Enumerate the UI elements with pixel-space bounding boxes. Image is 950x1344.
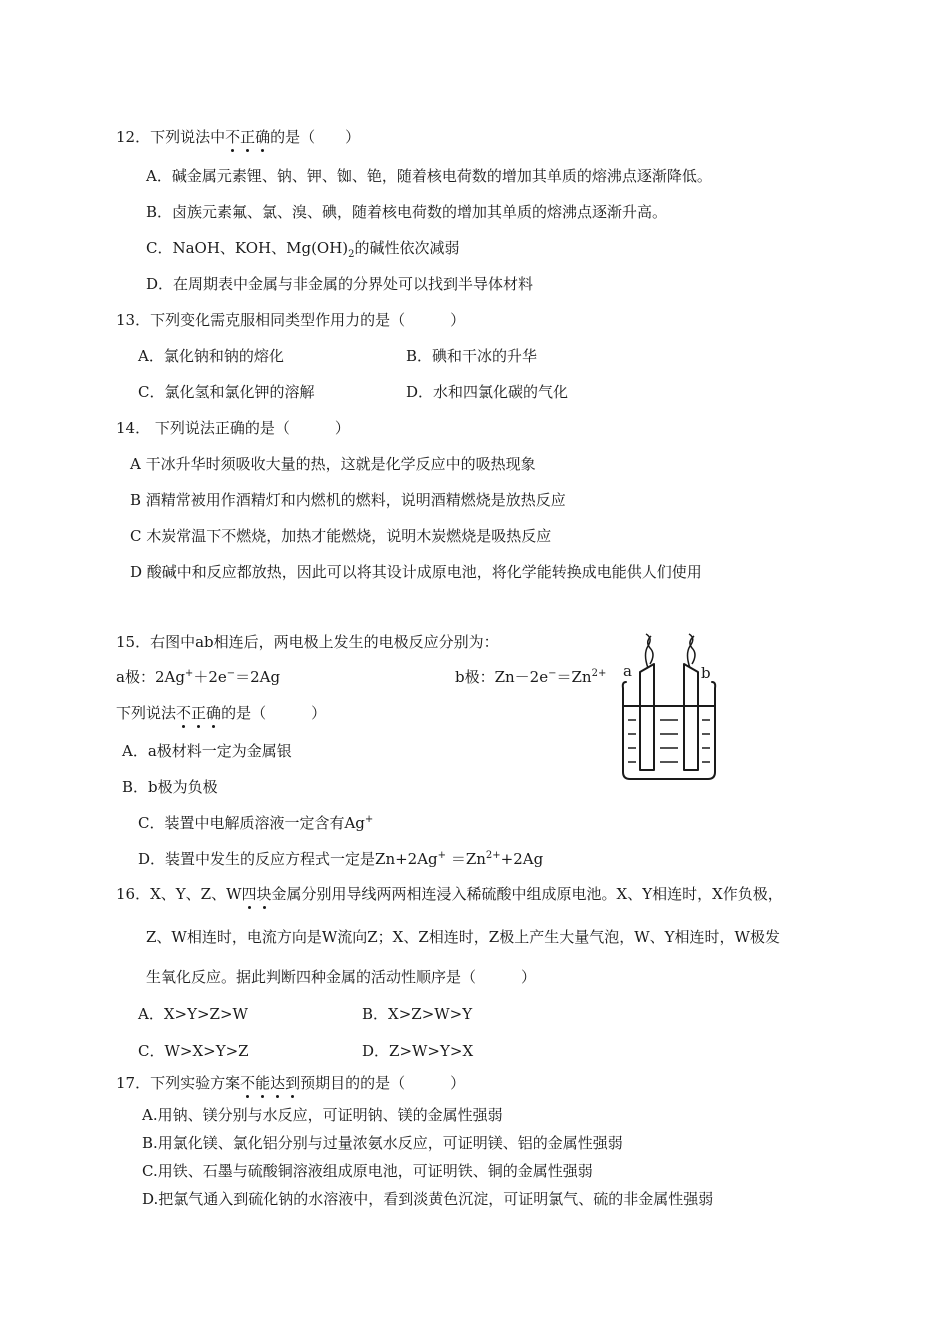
q14-option-a: A 干冰升华时须吸收大量的热，这就是化学反应中的吸热现象: [130, 455, 536, 473]
q15-option-d-sup1: +: [437, 850, 447, 861]
q15-a-eq-part1: a极：2Ag: [116, 668, 185, 686]
q15-a-eq-sup2: −: [226, 668, 236, 679]
q16-option-c: C．W>X>Y>Z: [138, 1042, 249, 1060]
electrode-a-label: a: [623, 662, 632, 680]
galvanic-cell-figure: [612, 632, 724, 784]
q12-option-c-subscript: 2: [348, 249, 355, 260]
q12-stem-text: 12．下列说法中: [116, 128, 226, 146]
q17-stem-emphasis: [240, 1074, 300, 1092]
q15-option-d-sup2: 2+: [485, 850, 501, 861]
q15-option-d-text: D．装置中发生的反应方程式一定是Zn+2Ag: [138, 850, 438, 868]
q14-option-c: C 木炭常温下不燃烧，加热才能燃烧，说明木炭燃烧是吸热反应: [130, 527, 552, 545]
q14-stem: 14． 下列说法正确的是（ ）: [116, 419, 350, 437]
q15-option-a: A．a极材料一定为金属银: [122, 742, 292, 760]
q17-option-b: B.用氯化镁、氯化铝分别与过量浓氨水反应，可证明镁、铝的金属性强弱: [142, 1134, 623, 1152]
q15-option-d: [138, 849, 543, 869]
q13-option-b: B．碘和干冰的升华: [406, 347, 538, 365]
q15-b-eq-part2: ＝Zn: [556, 668, 592, 686]
electrode-b-label: b: [701, 664, 711, 682]
emphasis-char: 正: [240, 128, 256, 146]
q17-stem-text: 17．下列实验方案: [116, 1074, 241, 1092]
q13-option-a: A．氯化钠和钠的熔化: [138, 347, 284, 365]
q12-option-c-text: C．NaOH、KOH、Mg(OH): [146, 239, 349, 257]
q12-option-b: B．卤族元素氟、氯、溴、碘，随着核电荷数的增加其单质的熔沸点逐渐升高。: [146, 203, 668, 221]
q14-option-b: B 酒精常被用作酒精灯和内燃机的燃料，说明酒精燃烧是放热反应: [130, 491, 566, 509]
emphasis-char: 到: [285, 1074, 301, 1092]
q17-option-d: D.把氯气通入到硫化钠的水溶液中，看到淡黄色沉淀，可证明氯气、硫的非金属性强弱: [142, 1190, 714, 1208]
q12-option-a: A．碱金属元素锂、钠、钾、铷、铯，随着核电荷数的增加其单质的熔沸点逐渐降低。: [146, 167, 712, 185]
q16-stem-line2: Z、W相连时，电流方向是W流向Z；X、Z相连时，Z极上产生大量气泡，W、Y相连时，W极发: [146, 928, 780, 946]
q17-stem: [116, 1073, 465, 1093]
q15-option-b: B．b极为负极: [122, 778, 218, 796]
q15-option-c-sup: +: [364, 814, 374, 825]
q15-b-eq-sup1: −: [548, 668, 557, 679]
q15-ask-text: 下列说法: [116, 704, 177, 722]
emphasis-char: 确: [206, 704, 222, 722]
q15-option-c-text: C．装置中电解质溶液一定含有Ag: [138, 814, 365, 832]
q15-option-c: [138, 813, 373, 833]
emphasis-char: 确: [255, 128, 271, 146]
emphasis-char: 不: [240, 1074, 256, 1092]
q13-option-d: D．水和四氯化碳的气化: [406, 383, 569, 401]
q16-option-d: D．Z>W>Y>X: [362, 1042, 474, 1060]
q15-a-eq-part2: ＋2e: [193, 668, 227, 686]
q12-stem-tail: 的是（ ）: [270, 128, 361, 146]
q15-b-electrode-equation: [455, 667, 606, 687]
q16-option-a: A．X>Y>Z>W: [138, 1005, 248, 1023]
q12-stem-emphasis: [225, 128, 270, 146]
q15-ask: [116, 703, 326, 723]
q12-option-c-tail: 的碱性依次减弱: [354, 239, 460, 257]
emphasis-char: 不: [176, 704, 192, 722]
emphasis-char: 正: [191, 704, 207, 722]
q14-option-d: D 酸碱中和反应都放热，因此可以将其设计成原电池，将化学能转换成电能供人们使用: [130, 563, 702, 581]
q15-a-electrode-equation: [116, 667, 280, 687]
q16-stem-tail: 金属分别用导线两两相连浸入稀硫酸中组成原电池。X、Y相连时，X作负极，: [271, 885, 783, 903]
emphasis-char: 能: [255, 1074, 271, 1092]
q17-stem-tail: 预期目的的是（ ）: [300, 1074, 466, 1092]
q15-option-d-tail: +2Ag: [500, 850, 544, 868]
emphasis-char: 块: [256, 885, 272, 903]
q15-a-eq-sup1: +: [184, 668, 194, 679]
q16-stem-emphasis: [242, 885, 272, 903]
emphasis-char: 四: [241, 885, 257, 903]
q16-option-b: B．X>Z>W>Y: [362, 1005, 473, 1023]
q12-option-d: D．在周期表中金属与非金属的分界处可以找到半导体材料: [146, 275, 534, 293]
q15-a-eq-part3: ＝2Ag: [235, 668, 281, 686]
q15-b-eq-part1: b极：Zn－2e: [455, 668, 549, 686]
q15-ask-tail: 的是（ ）: [221, 704, 327, 722]
q15-stem: 15．右图中ab相连后，两电极上发生的电极反应分别为：: [116, 633, 499, 651]
q17-option-c: C.用铁、石墨与硫酸铜溶液组成原电池，可证明铁、铜的金属性强弱: [142, 1162, 593, 1180]
q17-option-a: A.用钠、镁分别与水反应，可证明钠、镁的金属性强弱: [142, 1106, 503, 1124]
q13-stem: 13．下列变化需克服相同类型作用力的是（ ）: [116, 311, 466, 329]
q16-stem-line3: 生氧化反应。据此判断四种金属的活动性顺序是（ ）: [146, 968, 537, 986]
q12-stem: [116, 127, 360, 147]
q15-ask-emphasis: [176, 704, 221, 722]
emphasis-char: 达: [270, 1074, 286, 1092]
q15-option-d-mid: ＝Zn: [446, 850, 486, 868]
q15-b-eq-sup2: 2+: [591, 668, 607, 679]
q12-option-c: [146, 238, 460, 258]
emphasis-char: 不: [225, 128, 241, 146]
q13-option-c: C．氯化氢和氯化钾的溶解: [138, 383, 315, 401]
q16-stem-text: 16．X、Y、Z、W: [116, 885, 242, 903]
q16-stem-line1: [116, 884, 783, 904]
